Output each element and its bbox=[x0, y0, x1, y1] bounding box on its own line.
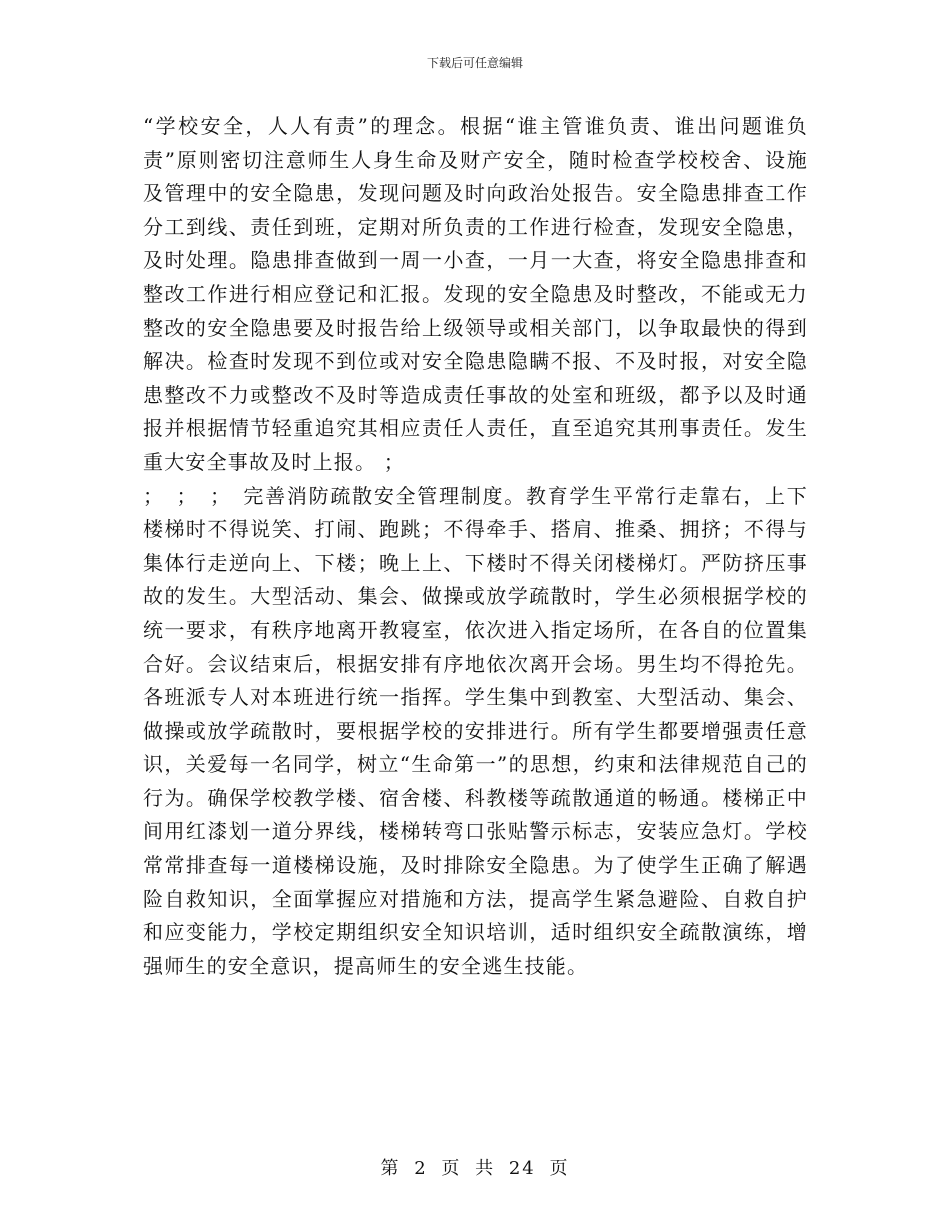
document-body bbox=[143, 110, 808, 983]
page-header: 下载后可任意编辑 bbox=[426, 56, 523, 70]
paragraph-2: ； ； ； 完善消防疏散安全管理制度。教育学生平常行走靠右，上下楼梯时不得说笑、打闹、跑跳；不得牵手、搭肩、推桑、拥挤；不得与集体行走逆向上、下楼；晚上上、下楼时不得关闭楼梯灯。严防挤压事故的发生。大型活动、集会、做操或放学疏散时，学生必须根据学校的统一要求，有秩序地离开教寝室，依次进入指定场所，在各自的位置集合好。会议结束后，根据安排有序地依次离开会场。男生均不得抢先。各班派专人对本班进行统一指挥。学生集中到教室、大型活动、集会、做操或放学疏散时，要根据学校的安排进行。所有学生都要增强责任意识，关爱每一名同学，树立“生命第一”的思想，约束和法律规范自己的行为。确保学校教学楼、宿舍楼、科教楼等疏散通道的畅通。楼梯正中间用红漆划一道分界线，楼梯转弯口张贴警示标志，安装应急灯。学校常常排查每一道楼梯设施，及时排除安全隐患。为了使学生正确了解遇险自救知识，全面掌握应对措施和方法，提高学生紧急避险、自救自护和应变能力，学校定期组织安全知识培训，适时组织安全疏散演练，增强师生的安全意识，提高师生的安全逃生技能。 bbox=[143, 483, 808, 978]
page-footer: 第 2 页 共 24 页 bbox=[380, 1158, 570, 1179]
paragraph-1: “学校安全，人人有责”的理念。根据“谁主管谁负责、谁出问题谁负责”原则密切注意师生人身生命及财产安全，随时检查学校校舍、设施及管理中的安全隐患，发现问题及时向政治处报告。安全隐患排查工作分工到线、责任到班，定期对所负责的工作进行检查，发现安全隐患，及时处理。隐患排查做到一周一小查，一月一大查，将安全隐患排查和整改工作进行相应登记和汇报。发现的安全隐患及时整改，不能或无力整改的安全隐患要及时报告给上级领导或相关部门，以争取最快的得到解决。检查时发现不到位或对安全隐患隐瞒不报、不及时报，对安全隐患整改不力或整改不及时等造成责任事故的处室和班级，都予以及时通报并根据情节轻重追究其相应责任人责任，直至追究其刑事责任。发生重大安全事故及时上报。 ； bbox=[143, 114, 808, 474]
